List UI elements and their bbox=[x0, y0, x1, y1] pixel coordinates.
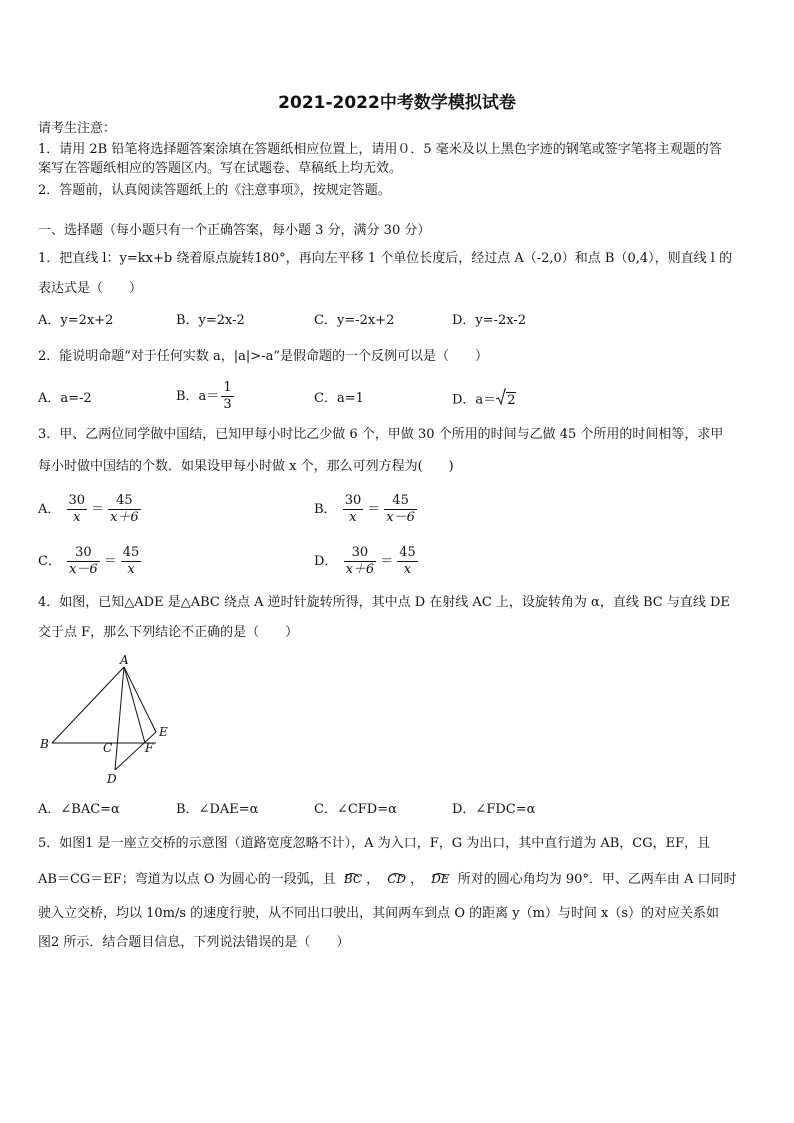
q4-option-a: A．∠BAC=α bbox=[38, 802, 120, 817]
q3-stem-line2: 每小时做中国结的个数．如果设甲每小时做 x 个，那么可列方程为( ) bbox=[38, 459, 454, 474]
q2-stem: 2．能说明命题“对于任何实数 a，|a|>-a”是假命题的一个反例可以是（ ） bbox=[38, 349, 488, 364]
segment-ac bbox=[124, 667, 145, 743]
q4-stem-line2: 交于点 F，那么下列结论不正确的是（ ） bbox=[38, 625, 299, 640]
q1-option-c: C．y=-2x+2 bbox=[314, 313, 395, 328]
q4-option-d: D．∠FDC=α bbox=[452, 802, 536, 817]
sqrt-icon bbox=[496, 388, 506, 412]
q5-stem-line3: 驶入立交桥，均以 10m/s 的速度行驶，从不同出口驶出，其间两车到点 O 的距离 y（m）与时间 x（s）的对应关系如 bbox=[38, 906, 720, 921]
q3-option-b bbox=[314, 493, 419, 526]
q3-a-left-num: 30 bbox=[68, 493, 86, 508]
q3-c-equals: ＝ bbox=[103, 553, 117, 569]
q2-option-b-numerator: 1 bbox=[223, 380, 232, 395]
q3-d-left-den: x＋6 bbox=[345, 562, 375, 577]
q3-option-c-label: C． bbox=[38, 554, 61, 569]
figure-label-c: C bbox=[103, 741, 113, 755]
q2-option-b-denominator: 3 bbox=[223, 397, 232, 412]
q3-a-left-den: x bbox=[73, 510, 81, 525]
q3-c-left-den: x－6 bbox=[69, 562, 98, 577]
q4-option-c: C．∠CFD=α bbox=[314, 802, 397, 817]
figure-label-a: A bbox=[120, 653, 129, 667]
q3-option-a-label: A． bbox=[38, 502, 61, 517]
notice-line-2: 2．答题前，认真阅读答题纸上的《注意事项》，按规定答题。 bbox=[38, 183, 391, 198]
q1-option-b: B．y=2x-2 bbox=[176, 313, 245, 328]
q3-d-right-den: x bbox=[403, 562, 412, 577]
segment-ab bbox=[52, 667, 124, 743]
q3-b-equals: ＝ bbox=[367, 501, 381, 517]
q1-option-d: D．y=-2x-2 bbox=[452, 313, 527, 328]
q5-stem-line2-end: 所对的圆心角均为 90°．甲、乙两车由 A 口同时 bbox=[457, 872, 737, 887]
q2-option-c: C．a=1 bbox=[314, 391, 364, 406]
q3-d-left-num: 30 bbox=[344, 545, 377, 562]
q3-a-right-den: x＋6 bbox=[110, 510, 139, 525]
q3-b-right-num: 45 bbox=[384, 493, 417, 510]
q3-a-equals: ＝ bbox=[91, 501, 105, 517]
q3-option-d bbox=[314, 545, 420, 578]
arc-cd bbox=[387, 872, 406, 886]
segment-ae bbox=[124, 667, 156, 732]
arc-bc bbox=[344, 872, 362, 886]
q5-stem-line2-start: AB＝CG＝EF；弯道为以点 O 为圆心的一段弧，且 bbox=[38, 872, 336, 887]
q3-c-left-num: 30 bbox=[67, 545, 100, 562]
arc-bc-label: BC bbox=[343, 872, 363, 886]
section-heading: 一、选择题（每小题只有一个正确答案，每小题 3 分，满分 30 分） bbox=[38, 223, 431, 238]
q3-stem-line1: 3．甲、乙两位同学做中国结，已知甲每小时比乙少做 6 个，甲做 30 个所用的时间与乙做 45 个所用的时间相等，求甲 bbox=[38, 427, 724, 442]
q3-c-right-den: x bbox=[127, 562, 135, 577]
arc-icon bbox=[430, 865, 448, 883]
figure-label-f: F bbox=[145, 741, 154, 755]
q3-option-b-label: B． bbox=[314, 502, 337, 517]
arc-de-label: DE bbox=[431, 872, 450, 886]
q5-stem-line2: AB＝CG＝EF；弯道为以点 O 为圆心的一段弧，且 BC ， CD ， DE 所对的圆心角均为 90°．甲、乙两车由 A 口同时 bbox=[38, 870, 737, 889]
notice-heading: 请考生注意： bbox=[38, 121, 117, 136]
notice-line-1b: 案写在答题纸相应的答题区内。写在试题卷、草稿纸上均无效。 bbox=[38, 161, 403, 176]
segment-ad bbox=[115, 667, 124, 770]
q3-option-a bbox=[38, 493, 143, 526]
q3-d-right-num: 45 bbox=[399, 545, 416, 560]
q1-option-a: A．y=2x+2 bbox=[38, 313, 114, 328]
q4-stem-line1: 4．如图，已知△ADE 是△ABC 绕点 A 逆时针旋转所得，其中点 D 在射线 AC 上，设旋转角为 α，直线 BC 与直线 DE bbox=[38, 595, 730, 610]
figure-label-d: D bbox=[107, 772, 117, 786]
q4-option-b: B．∠DAE=α bbox=[176, 802, 259, 817]
q2-option-d bbox=[452, 388, 516, 412]
q2-option-d-prefix: D．a＝ bbox=[452, 392, 497, 408]
q3-option-d-label: D． bbox=[314, 554, 338, 569]
q1-stem-line1: 1．把直线 l：y=kx+b 绕着原点旋转180°，再向左平移 1 个单位长度后，经过点 A（-2,0）和点 B（0,4），则直线 l 的 bbox=[38, 251, 733, 266]
q3-b-right-den: x－6 bbox=[386, 510, 415, 525]
q3-option-c bbox=[38, 545, 143, 578]
triangle-figure bbox=[30, 650, 190, 790]
q2-option-b-prefix: B．a＝ bbox=[176, 389, 220, 404]
arc-de bbox=[431, 872, 449, 886]
q2-option-a: A．a=-2 bbox=[38, 391, 92, 406]
q3-d-equals: ＝ bbox=[380, 553, 394, 569]
page-title: 2021-2022中考数学模拟试卷 bbox=[278, 93, 516, 113]
notice-line-1a: 1．请用 2B 铅笔将选择题答案涂填在答题纸相应位置上，请用０．5 毫米及以上黑色字迹的钢笔或签字笔将主观题的答 bbox=[38, 142, 722, 157]
q2-option-b-fraction bbox=[221, 380, 233, 413]
arc-cd-label: CD bbox=[387, 872, 407, 886]
q3-c-right-num: 45 bbox=[122, 545, 140, 560]
q5-stem-line1: 5．如图1 是一座立交桥的示意图（道路宽度忽略不计），A 为入口，F，G 为出口，其中直行道为 AB，CG，EF，且 bbox=[38, 836, 711, 851]
figure-label-e: E bbox=[159, 725, 168, 739]
arc-icon bbox=[386, 865, 405, 883]
figure-label-b: B bbox=[40, 737, 49, 751]
q3-a-right-num: 45 bbox=[108, 493, 141, 510]
q3-b-left-den: x bbox=[349, 510, 357, 525]
q3-b-left-num: 30 bbox=[344, 493, 362, 508]
q2-option-b bbox=[176, 380, 236, 413]
q2-option-d-radicand: 2 bbox=[507, 392, 516, 408]
q5-stem-line4: 图2 所示．结合题目信息，下列说法错误的是（ ） bbox=[38, 935, 350, 950]
arc-icon bbox=[343, 865, 361, 883]
q1-stem-line2: 表达式是（ ） bbox=[38, 281, 143, 296]
